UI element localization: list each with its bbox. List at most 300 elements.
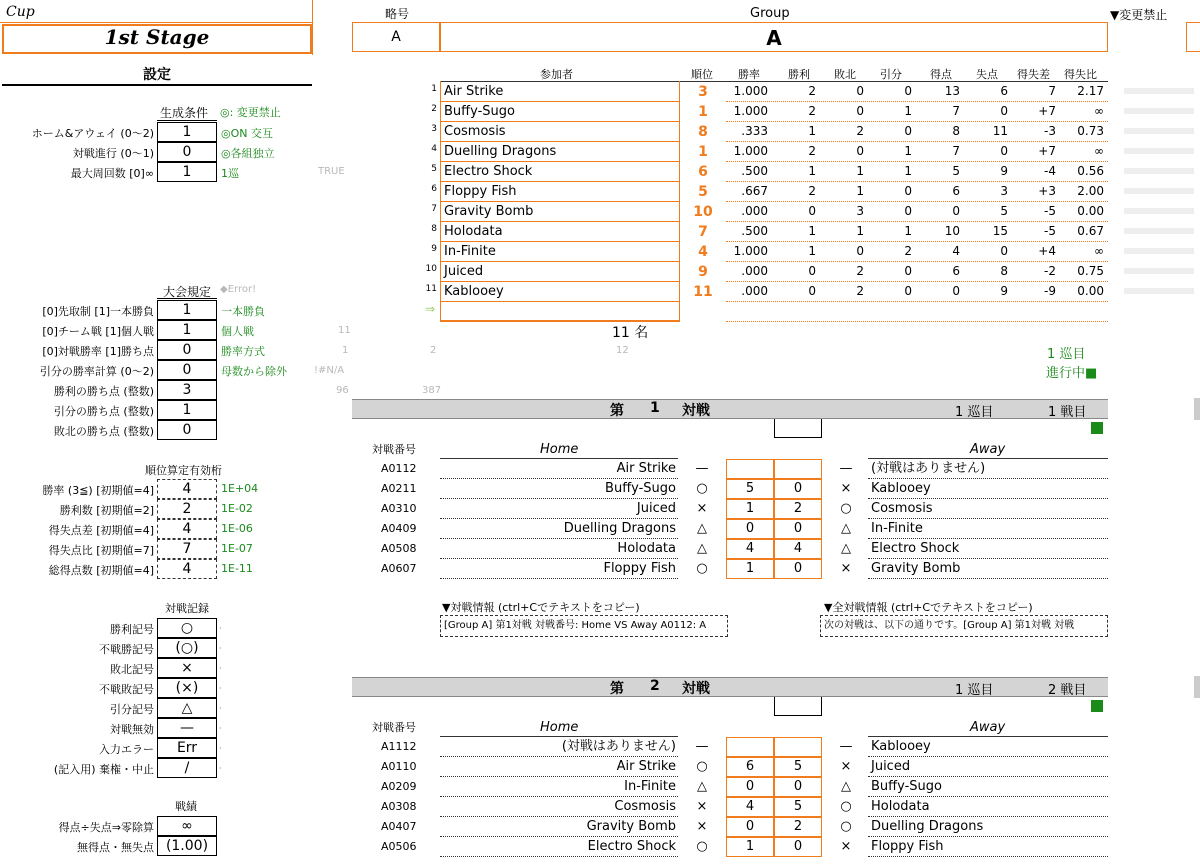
- stat-rate: .500: [741, 164, 768, 178]
- rank-value: 1: [698, 144, 708, 160]
- stat-pa: 0: [1000, 244, 1008, 258]
- setting-value[interactable]: 0: [157, 340, 217, 360]
- stat-pa: 15: [992, 224, 1008, 238]
- setting-value[interactable]: —: [157, 718, 217, 738]
- participant-name[interactable]: Electro Shock: [440, 162, 680, 182]
- stat-w: 1: [808, 124, 816, 138]
- ghost-cell: 1: [342, 345, 349, 356]
- setting-label: 対戦進行 (0〜1): [72, 147, 154, 160]
- results-title: 戦績: [175, 800, 197, 813]
- rank-value: 9: [698, 264, 708, 280]
- match-id: A0607: [381, 562, 417, 575]
- stat-d: 1: [904, 104, 912, 118]
- home-score-input[interactable]: 4: [726, 539, 774, 559]
- col-home: Home: [540, 720, 579, 735]
- setting-label: 引分記号: [110, 703, 154, 716]
- setting-label: [0]先取制 [1]一本勝負: [42, 305, 154, 318]
- stat-l: 1: [856, 164, 864, 178]
- home-team[interactable]: Juiced: [440, 499, 678, 519]
- away-score-input[interactable]: 5: [774, 757, 822, 777]
- stat-pa: 0: [1000, 104, 1008, 118]
- stat-l: 2: [856, 284, 864, 298]
- stat-diff: +4: [1038, 244, 1056, 258]
- away-score-input[interactable]: [774, 737, 822, 757]
- home-result-mark: △: [697, 779, 707, 794]
- home-team[interactable]: Floppy Fish: [440, 559, 678, 579]
- away-score-input[interactable]: 0: [774, 519, 822, 539]
- stat-rate: 1.000: [733, 244, 768, 258]
- match-id: A0308: [381, 800, 417, 813]
- stat-pa: 11: [992, 124, 1008, 138]
- rank-value: 11: [693, 284, 713, 300]
- stat-w: 0: [808, 284, 816, 298]
- setting-value[interactable]: 3: [157, 380, 217, 400]
- row-number: 6: [431, 184, 437, 194]
- setting-label: ホーム&アウェイ (0〜2): [31, 127, 154, 140]
- rank-value: 3: [698, 84, 708, 100]
- home-result-mark: ×: [696, 819, 708, 834]
- stat-pf: 13: [944, 84, 960, 98]
- stat-d: 0: [904, 284, 912, 298]
- setting-value[interactable]: 4: [157, 519, 217, 539]
- marker-dot: ·: [219, 744, 222, 753]
- setting-note: 1E-06: [221, 522, 253, 535]
- rank-value: 5: [698, 184, 708, 200]
- stat-diff: 7: [1048, 84, 1056, 98]
- home-result-mark: ○: [696, 561, 708, 576]
- col-draws: 引分: [880, 68, 902, 81]
- participant-name[interactable]: Floppy Fish: [440, 182, 680, 202]
- away-team[interactable]: Holodata: [868, 797, 1108, 817]
- away-result-mark: —: [839, 739, 853, 754]
- ghost-bar: [1124, 268, 1194, 274]
- setting-label: 勝率 (3≦) [初期値=4]: [42, 484, 154, 497]
- participant-name[interactable]: In-Finite: [440, 242, 680, 262]
- setting-label: 勝利数 [初期値=2]: [59, 504, 154, 517]
- home-score-input[interactable]: 4: [726, 797, 774, 817]
- stat-rate: .000: [741, 204, 768, 218]
- home-score-input[interactable]: [726, 737, 774, 757]
- match-info-text[interactable]: [Group A] 第1対戦 対戦番号: Home VS Away A0112: A: [440, 615, 728, 637]
- stat-w: 2: [808, 104, 816, 118]
- add-arrow: ⇒: [425, 302, 436, 316]
- match-id: A0211: [381, 482, 417, 495]
- setting-label: [0]チーム戦 [1]個人戦: [42, 325, 154, 338]
- stat-rate: .333: [741, 124, 768, 138]
- ghost-bar: [1124, 208, 1194, 214]
- stat-l: 2: [856, 124, 864, 138]
- rank-value: 10: [693, 204, 713, 220]
- setting-value[interactable]: /: [157, 758, 217, 778]
- stat-diff: -2: [1044, 264, 1056, 278]
- participant-name[interactable]: Gravity Bomb: [440, 202, 680, 222]
- away-result-mark: ○: [840, 501, 852, 516]
- gen-underline: [157, 120, 217, 121]
- marker-dot: ·: [219, 624, 222, 633]
- row-number: 10: [425, 264, 437, 274]
- all-info-text[interactable]: 次の対戦は、以下の通りです。[Group A] 第1対戦 対戦: [820, 615, 1108, 637]
- ghost-bar: [1124, 148, 1194, 154]
- green-marker-icon: [1091, 700, 1103, 712]
- stat-d: 0: [904, 264, 912, 278]
- marker-dot: ·: [219, 644, 222, 653]
- col-match-id: 対戦番号: [372, 721, 416, 734]
- home-team[interactable]: Buffy-Sugo: [440, 479, 678, 499]
- stat-w: 2: [808, 144, 816, 158]
- participant-count: 11 名: [612, 325, 649, 341]
- ghost-cell: 387: [422, 385, 442, 396]
- participant-name[interactable]: Holodata: [440, 222, 680, 242]
- stat-d: 0: [904, 184, 912, 198]
- setting-value[interactable]: 0: [157, 142, 217, 162]
- setting-value[interactable]: (○): [157, 638, 217, 658]
- record-title: 対戦記録: [165, 602, 209, 615]
- cup-underline: [0, 22, 312, 23]
- away-team[interactable]: Kablooey: [868, 479, 1108, 499]
- round-status: 1 巡目: [1047, 347, 1086, 362]
- rank-value: 4: [698, 244, 708, 260]
- gen-note: ◎: 変更禁止: [220, 106, 281, 119]
- stat-rate: .000: [741, 264, 768, 278]
- setting-value[interactable]: 0: [157, 360, 217, 380]
- rank-value: 1: [698, 104, 708, 120]
- participant-name[interactable]: Kablooey: [440, 282, 680, 302]
- away-result-mark: ×: [840, 481, 852, 496]
- stat-rate: 1.000: [733, 104, 768, 118]
- setting-label: 得点÷失点⇒零除算: [58, 821, 154, 834]
- rules-error: ◆Error!: [220, 284, 257, 295]
- stat-rate: .667: [741, 184, 768, 198]
- home-score-input[interactable]: 0: [726, 777, 774, 797]
- stage-title: 1st Stage: [104, 25, 210, 49]
- match-id: A0506: [381, 840, 417, 853]
- match-id: A0112: [381, 462, 417, 475]
- stat-pf: 0: [952, 284, 960, 298]
- stat-d: 1: [904, 144, 912, 158]
- match-id: A1112: [381, 740, 417, 753]
- stat-w: 1: [808, 244, 816, 258]
- stat-d: 1: [904, 224, 912, 238]
- round-header-bar: [352, 399, 1108, 419]
- round-header-bar: [352, 677, 1108, 697]
- participant-name[interactable]: Buffy-Sugo: [440, 102, 680, 122]
- match-id: A0407: [381, 820, 417, 833]
- home-score-input[interactable]: 0: [726, 817, 774, 837]
- setting-value[interactable]: ×: [157, 658, 217, 678]
- round-match: 2 戦目: [1048, 683, 1087, 698]
- stat-diff: -5: [1044, 204, 1056, 218]
- ghost-bar: [1124, 288, 1194, 294]
- away-score-input[interactable]: 4: [774, 539, 822, 559]
- col-away: Away: [970, 720, 1006, 735]
- setting-value[interactable]: 1: [157, 320, 217, 340]
- abbrev-input[interactable]: A: [352, 22, 440, 52]
- col-diff: 得失差: [1017, 68, 1050, 81]
- match-id: A0409: [381, 522, 417, 535]
- away-team[interactable]: Buffy-Sugo: [868, 777, 1108, 797]
- ghost-bar: [1124, 88, 1194, 94]
- col-match-id: 対戦番号: [372, 443, 416, 456]
- stat-ratio: 0.56: [1077, 164, 1104, 178]
- setting-value[interactable]: (1.00): [157, 836, 217, 856]
- row-number: 8: [431, 224, 437, 234]
- setting-value[interactable]: 4: [157, 479, 217, 499]
- home-team[interactable]: Air Strike: [440, 459, 678, 479]
- away-team[interactable]: Electro Shock: [868, 539, 1108, 559]
- stat-pa: 6: [1000, 84, 1008, 98]
- stat-pf: 10: [944, 224, 960, 238]
- match-info-label: ▼対戦情報 (ctrl+Cでテキストをコピー): [442, 601, 640, 614]
- home-score-input[interactable]: 0: [726, 519, 774, 539]
- away-team[interactable]: In-Finite: [868, 519, 1108, 539]
- stat-ratio: 2.17: [1077, 84, 1104, 98]
- home-result-mark: ○: [696, 481, 708, 496]
- participant-add-row[interactable]: [440, 302, 680, 322]
- setting-value[interactable]: 1: [157, 300, 217, 320]
- row-number: 3: [431, 124, 437, 134]
- away-result-mark: —: [839, 461, 853, 476]
- setting-label: 不戦勝記号: [99, 643, 154, 656]
- stat-l: 0: [856, 84, 864, 98]
- marker-dot: ·: [219, 664, 222, 673]
- rank-value: 8: [698, 124, 708, 140]
- marker-dot: ·: [219, 724, 222, 733]
- setting-value[interactable]: △: [157, 698, 217, 718]
- away-team[interactable]: Juiced: [868, 757, 1108, 777]
- round-number: 2: [650, 678, 660, 694]
- stat-w: 1: [808, 224, 816, 238]
- rank-value: 6: [698, 164, 708, 180]
- setting-label: (記入用) 棄権・中止: [53, 763, 154, 776]
- no-change-label: ▼変更禁止: [1110, 8, 1168, 22]
- stat-w: 0: [808, 204, 816, 218]
- setting-label: 入力エラー: [99, 743, 154, 756]
- stat-diff: +3: [1038, 184, 1056, 198]
- away-score-input[interactable]: 2: [774, 817, 822, 837]
- setting-label: 得失点比 [初期値=7]: [48, 544, 154, 557]
- home-score-input[interactable]: 1: [726, 499, 774, 519]
- ghost-scrollbar[interactable]: [1194, 398, 1200, 420]
- away-team[interactable]: Kablooey: [868, 737, 1108, 757]
- home-score-input[interactable]: 5: [726, 479, 774, 499]
- all-info-label: ▼全対戦情報 (ctrl+Cでテキストをコピー): [824, 601, 1033, 614]
- group-label: Group: [750, 6, 790, 21]
- stat-pf: 8: [952, 124, 960, 138]
- settings-title: 設定: [2, 64, 312, 86]
- away-score-input[interactable]: 5: [774, 797, 822, 817]
- row-number: 11: [425, 284, 437, 294]
- away-result-mark: △: [841, 521, 851, 536]
- home-team[interactable]: (対戦はありません): [440, 737, 678, 757]
- setting-value[interactable]: 1: [157, 122, 217, 142]
- group-input[interactable]: A: [440, 22, 1108, 52]
- away-score-input[interactable]: [774, 459, 822, 479]
- participant-name[interactable]: Air Strike: [440, 82, 680, 102]
- setting-label: 勝利記号: [110, 623, 154, 636]
- setting-value[interactable]: Err: [157, 738, 217, 758]
- setting-value[interactable]: 7: [157, 539, 217, 559]
- setting-label: 敗北の勝ち点 (整数): [53, 425, 154, 438]
- setting-note: 1E+04: [221, 482, 259, 495]
- row-number: 4: [431, 144, 437, 154]
- stat-l: 0: [856, 244, 864, 258]
- col-winrate: 勝率: [738, 68, 760, 81]
- setting-value[interactable]: 0: [157, 420, 217, 440]
- ghost-cell: 96: [336, 385, 349, 396]
- home-result-mark: △: [697, 541, 707, 556]
- stat-pa: 8: [1000, 264, 1008, 278]
- home-score-input[interactable]: 6: [726, 757, 774, 777]
- home-score-input[interactable]: 1: [726, 559, 774, 579]
- participant-name[interactable]: Duelling Dragons: [440, 142, 680, 162]
- away-team[interactable]: (対戦はありません): [868, 459, 1108, 479]
- away-result-mark: ○: [840, 799, 852, 814]
- stat-ratio: ∞: [1094, 244, 1104, 258]
- away-score-input[interactable]: 0: [774, 777, 822, 797]
- stat-pf: 7: [952, 144, 960, 158]
- away-team[interactable]: Gravity Bomb: [868, 559, 1108, 579]
- green-marker-icon: [1091, 422, 1103, 434]
- gen-title: 生成条件: [160, 106, 209, 120]
- match-id: A0310: [381, 502, 417, 515]
- stat-diff: -5: [1044, 224, 1056, 238]
- setting-value[interactable]: ○: [157, 618, 217, 638]
- home-result-mark: —: [695, 461, 709, 476]
- stat-w: 2: [808, 184, 816, 198]
- away-team[interactable]: Cosmosis: [868, 499, 1108, 519]
- col-points-against: 失点: [976, 68, 998, 81]
- row-number: 7: [431, 204, 437, 214]
- setting-value[interactable]: 4: [157, 559, 217, 579]
- home-score-input[interactable]: [726, 459, 774, 479]
- away-result-mark: ×: [840, 839, 852, 854]
- round-label-taisen: 対戦: [682, 403, 710, 419]
- stat-d: 0: [904, 84, 912, 98]
- setting-note: ◎各組独立: [221, 147, 275, 160]
- col-wins: 勝利: [788, 68, 810, 81]
- stat-rate: .500: [741, 224, 768, 238]
- stat-ratio: ∞: [1094, 144, 1104, 158]
- stat-l: 1: [856, 224, 864, 238]
- round-empty-cell[interactable]: [774, 697, 822, 716]
- stat-w: 1: [808, 164, 816, 178]
- stat-ratio: 0.67: [1077, 224, 1104, 238]
- stat-pa: 5: [1000, 204, 1008, 218]
- col-participant: 参加者: [540, 68, 573, 81]
- stat-l: 2: [856, 264, 864, 278]
- setting-note: ◎ON 交互: [221, 127, 273, 140]
- home-team[interactable]: Cosmosis: [440, 797, 678, 817]
- setting-value[interactable]: ∞: [157, 816, 217, 836]
- setting-note: 一本勝負: [221, 305, 265, 318]
- away-score-input[interactable]: 2: [774, 499, 822, 519]
- setting-note: 1E-07: [221, 542, 253, 555]
- setting-value[interactable]: 1: [157, 400, 217, 420]
- setting-label: 対戦無効: [110, 723, 154, 736]
- setting-value[interactable]: (×): [157, 678, 217, 698]
- home-score-input[interactable]: 1: [726, 837, 774, 857]
- home-result-mark: ○: [696, 839, 708, 854]
- header-vline: [312, 0, 313, 55]
- setting-label: 得失点差 [初期値=4]: [48, 524, 154, 537]
- away-result-mark: ○: [840, 819, 852, 834]
- setting-note: 1E-02: [221, 502, 253, 515]
- stat-rate: 1.000: [733, 144, 768, 158]
- stat-diff: -4: [1044, 164, 1056, 178]
- home-team[interactable]: Gravity Bomb: [440, 817, 678, 837]
- marker-dot: ·: [219, 704, 222, 713]
- setting-label: 引分の勝ち点 (整数): [53, 405, 154, 418]
- participant-name[interactable]: Juiced: [440, 262, 680, 282]
- participant-name[interactable]: Cosmosis: [440, 122, 680, 142]
- marker-dot: ·: [219, 684, 222, 693]
- away-team[interactable]: Floppy Fish: [868, 837, 1108, 857]
- away-score-input[interactable]: 0: [774, 559, 822, 579]
- match-id: A0209: [381, 780, 417, 793]
- stat-pf: 6: [952, 184, 960, 198]
- stat-pa: 9: [1000, 284, 1008, 298]
- home-team[interactable]: Duelling Dragons: [440, 519, 678, 539]
- stat-l: 0: [856, 144, 864, 158]
- away-result-mark: ×: [840, 561, 852, 576]
- side-input[interactable]: [1186, 22, 1200, 52]
- stat-ratio: 0.75: [1077, 264, 1104, 278]
- ghost-cell: 11: [338, 325, 351, 336]
- ghost-bar: [1124, 128, 1194, 134]
- setting-value[interactable]: 2: [157, 499, 217, 519]
- setting-value[interactable]: 1: [157, 162, 217, 182]
- col-rank: 順位: [691, 68, 713, 81]
- home-team[interactable]: Air Strike: [440, 757, 678, 777]
- setting-note: 個人戦: [221, 325, 254, 338]
- stat-ratio: 0.73: [1077, 124, 1104, 138]
- home-result-mark: ○: [696, 759, 708, 774]
- row-number: 1: [431, 84, 437, 94]
- match-id: A0110: [381, 760, 417, 773]
- stat-w: 2: [808, 84, 816, 98]
- rank-value: 7: [698, 224, 708, 240]
- col-away: Away: [970, 442, 1006, 457]
- stat-d: 0: [904, 124, 912, 138]
- away-team[interactable]: Duelling Dragons: [868, 817, 1108, 837]
- away-score-input[interactable]: 0: [774, 837, 822, 857]
- away-score-input[interactable]: 0: [774, 479, 822, 499]
- marker-dot: ·: [219, 764, 222, 773]
- col-points-for: 得点: [930, 68, 952, 81]
- stat-rate: 1.000: [733, 84, 768, 98]
- stat-diff: +7: [1038, 104, 1056, 118]
- row-number: 5: [431, 164, 437, 174]
- stat-diff: +7: [1038, 144, 1056, 158]
- ghost-cell: !#N/A: [314, 365, 345, 376]
- round-empty-cell[interactable]: [774, 419, 822, 438]
- ghost-scrollbar[interactable]: [1194, 676, 1200, 698]
- rules-title: 大会規定: [163, 285, 212, 299]
- stat-ratio: 2.00: [1077, 184, 1104, 198]
- round-number: 1: [650, 400, 660, 416]
- ghost-cell: 2: [430, 345, 437, 356]
- home-team[interactable]: Electro Shock: [440, 837, 678, 857]
- setting-label: 総得点数 [初期値=4]: [48, 564, 154, 577]
- setting-label: 無得点・無失点: [77, 841, 154, 854]
- home-team[interactable]: In-Finite: [440, 777, 678, 797]
- stat-ratio: 0.00: [1077, 204, 1104, 218]
- home-team[interactable]: Holodata: [440, 539, 678, 559]
- stat-pf: 6: [952, 264, 960, 278]
- setting-label: 最大周回数 [0]∞: [70, 167, 154, 180]
- away-result-mark: △: [841, 779, 851, 794]
- setting-label: 勝利の勝ち点 (整数): [53, 385, 154, 398]
